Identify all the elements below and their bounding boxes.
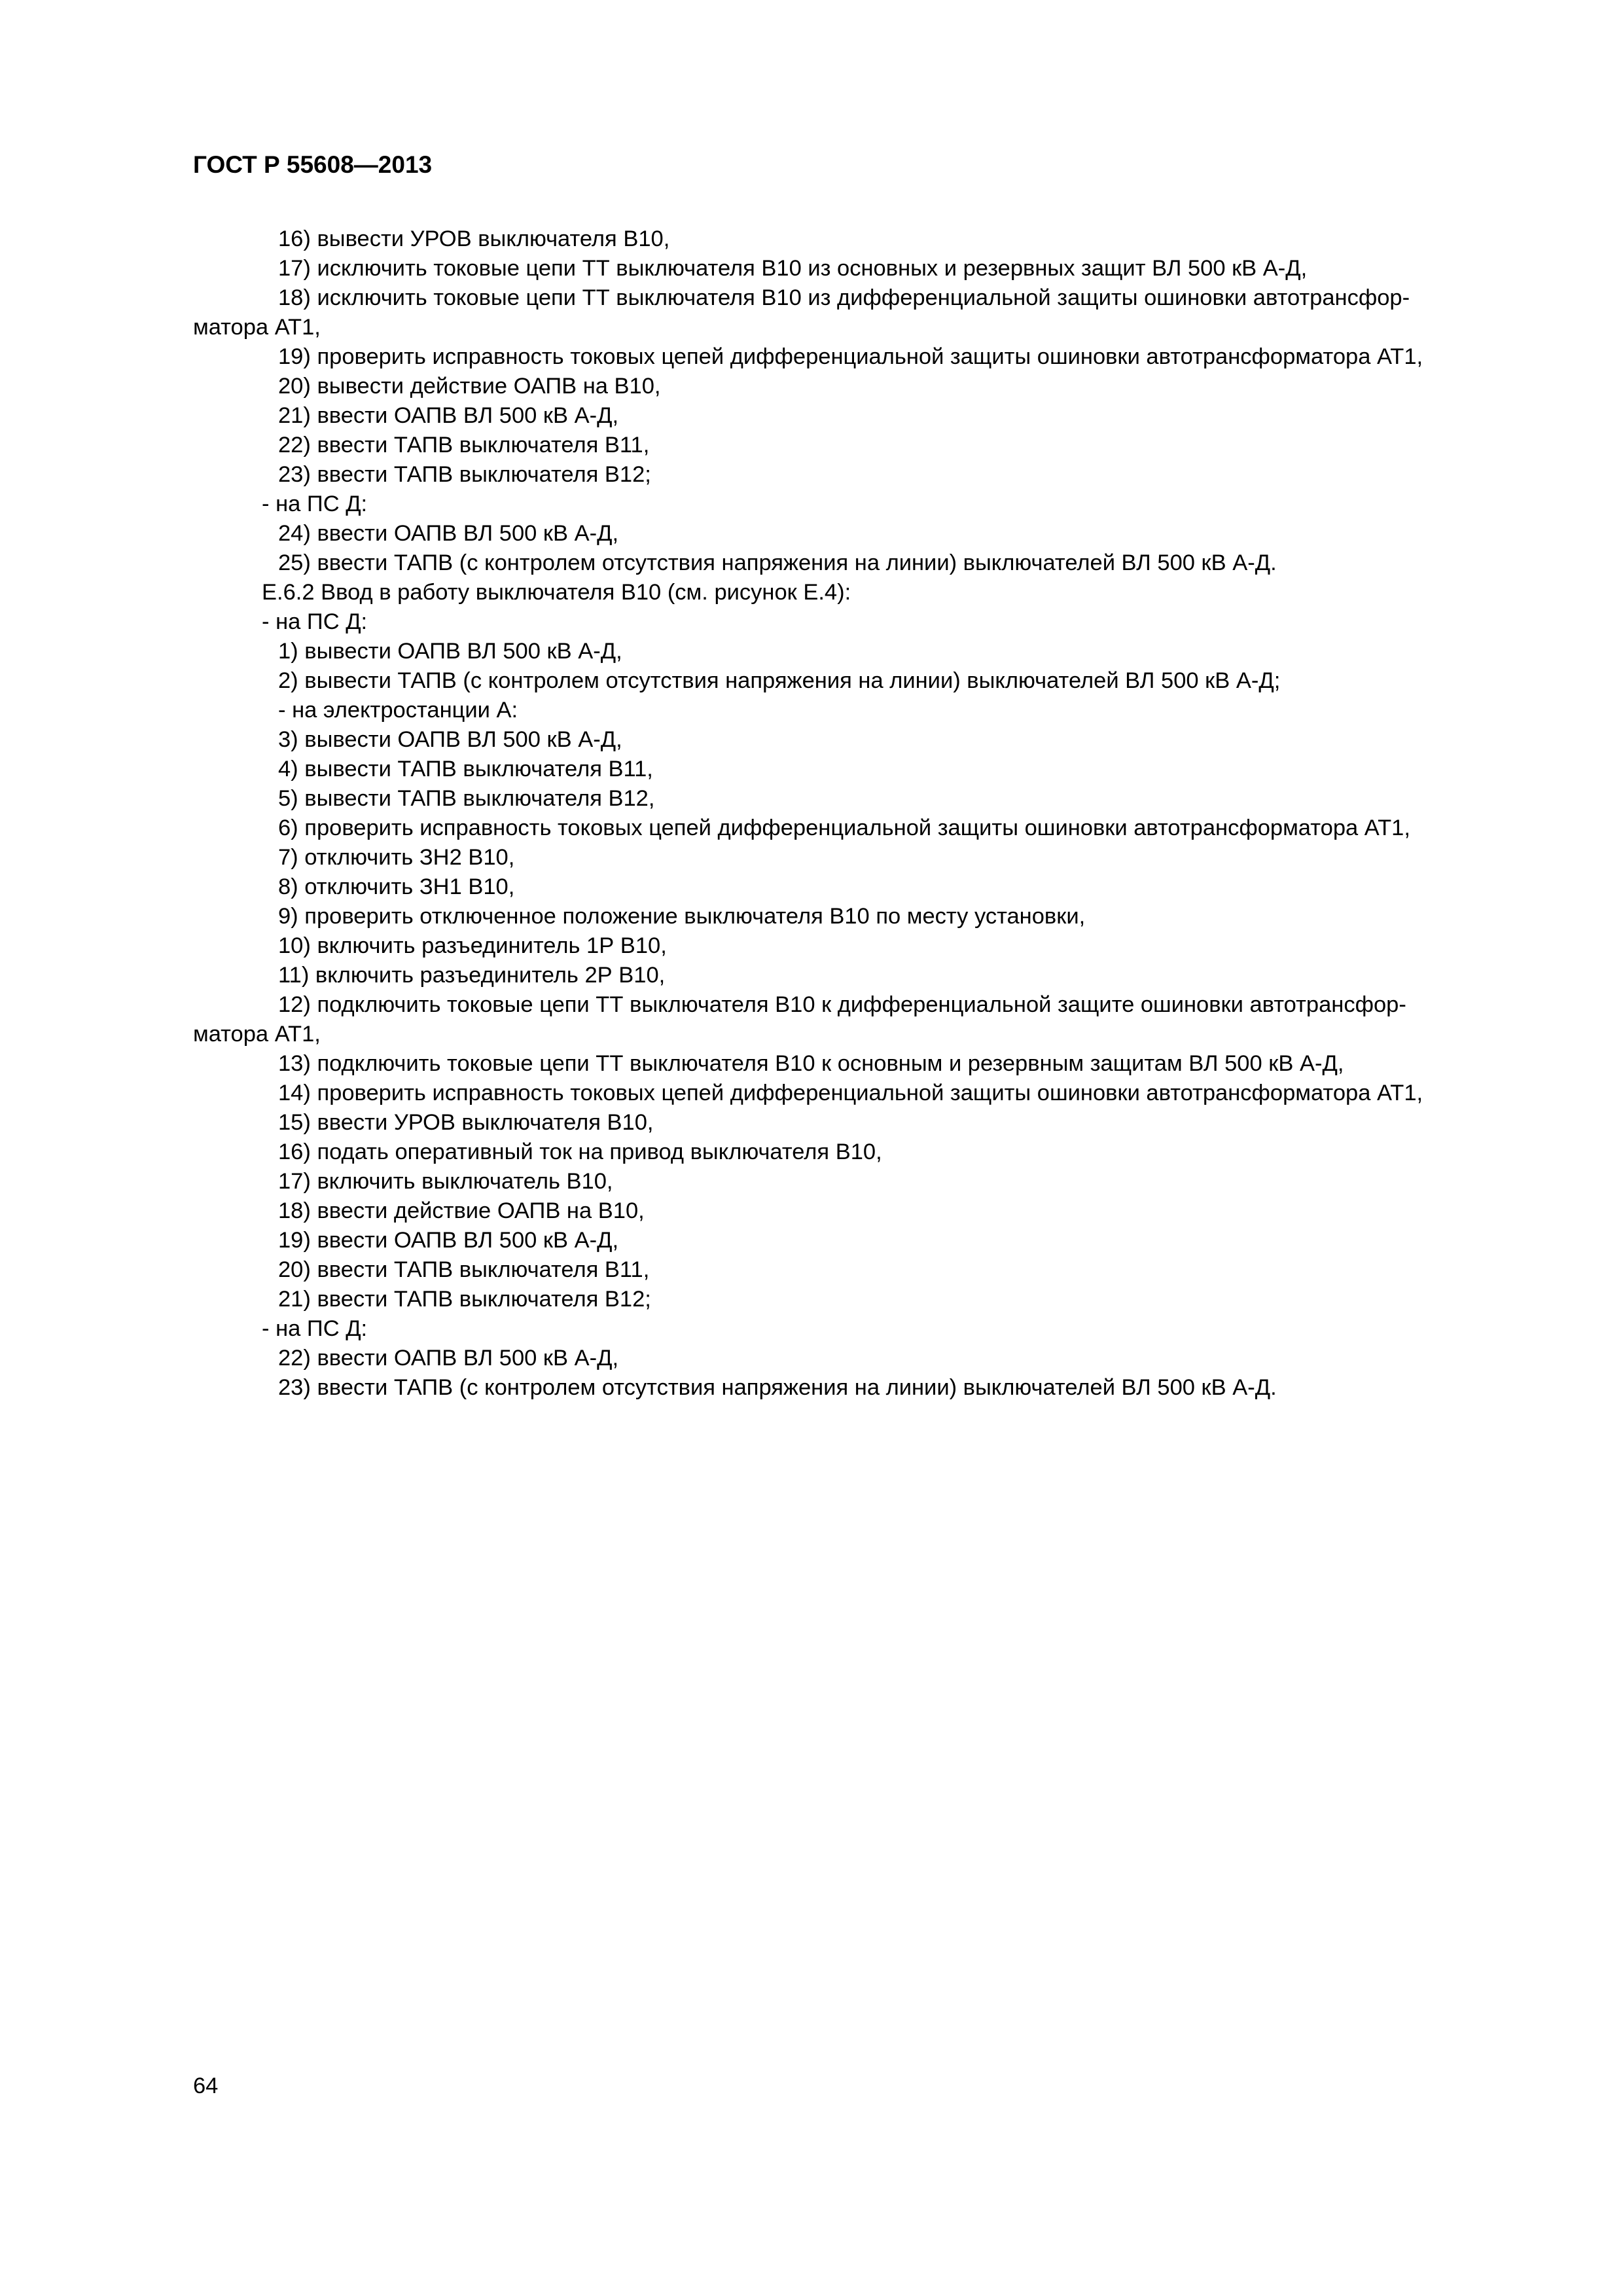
- text-line: 16) вывести УРОВ выключателя В10,: [278, 226, 670, 251]
- text-line: 5) вывести ТАПВ выключателя В12,: [278, 786, 655, 811]
- text-line: 20) ввести ТАПВ выключателя В11,: [278, 1257, 650, 1282]
- text-line: 3) вывести ОАПВ ВЛ 500 кВ А-Д,: [278, 727, 622, 752]
- document-body: [193, 224, 1515, 1403]
- text-line: 2) вывести ТАПВ (с контролем отсутствия напряжения на линии) выключателей ВЛ 500 кВ А-Д;: [278, 668, 1281, 693]
- text-line: - на ПС Д:: [262, 609, 368, 634]
- text-line: 23) ввести ТАПВ (с контролем отсутствия напряжения на линии) выключателей ВЛ 500 кВ А-Д.: [278, 1375, 1277, 1400]
- text-line: 18) ввести действие ОАПВ на В10,: [278, 1198, 645, 1223]
- text-line: 17) исключить токовые цепи ТТ выключателя В10 из основных и резервных защит ВЛ 500 кВ А-Д,: [278, 256, 1308, 281]
- text-line: - на электростанции А:: [278, 698, 518, 723]
- text-line: 21) ввести ОАПВ ВЛ 500 кВ А-Д,: [278, 403, 619, 428]
- text-line: - на ПС Д:: [262, 1316, 368, 1341]
- text-line: 22) ввести ОАПВ ВЛ 500 кВ А-Д,: [278, 1346, 619, 1371]
- text-line: 17) включить выключатель В10,: [278, 1169, 613, 1194]
- text-line: 19) проверить исправность токовых цепей дифференциальной защиты ошиновки автотрансформатора АТ1,: [278, 344, 1423, 369]
- text-line: 25) ввести ТАПВ (с контролем отсутствия напряжения на линии) выключателей ВЛ 500 кВ А-Д.: [278, 550, 1277, 575]
- text-line: 7) отключить ЗН2 В10,: [278, 845, 515, 870]
- text-line: 15) ввести УРОВ выключателя В10,: [278, 1110, 654, 1135]
- text-line: Е.6.2 Ввод в работу выключателя В10 (см. рисунок Е.4):: [262, 580, 851, 605]
- text-line: 20) вывести действие ОАПВ на В10,: [278, 374, 661, 399]
- text-line: 13) подключить токовые цепи ТТ выключателя В10 к основным и резервным защитам ВЛ 500 кВ А-Д,: [278, 1051, 1344, 1076]
- text-line: 1) вывести ОАПВ ВЛ 500 кВ А-Д,: [278, 639, 622, 664]
- text-line: матора АТ1,: [193, 1022, 321, 1047]
- text-line: 12) подключить токовые цепи ТТ выключателя В10 к дифференциальной защите ошиновки автотрансфор-: [278, 992, 1406, 1017]
- text-line: 16) подать оперативный ток на привод выключателя В10,: [278, 1139, 882, 1164]
- text-line: матора АТ1,: [193, 315, 321, 340]
- text-line: 10) включить разъединитель 1Р В10,: [278, 933, 667, 958]
- text-line: 4) вывести ТАПВ выключателя В11,: [278, 757, 653, 781]
- text-line: - на ПС Д:: [262, 492, 368, 516]
- page-number: 64: [193, 2073, 219, 2098]
- text-line: 23) ввести ТАПВ выключателя В12;: [278, 462, 651, 487]
- text-line: 22) ввести ТАПВ выключателя В11,: [278, 433, 650, 457]
- text-line: 9) проверить отключенное положение выключателя В10 по месту установки,: [278, 904, 1086, 929]
- text-line: 14) проверить исправность токовых цепей дифференциальной защиты ошиновки автотрансформатора АТ1,: [278, 1081, 1423, 1105]
- text-line: 19) ввести ОАПВ ВЛ 500 кВ А-Д,: [278, 1228, 619, 1253]
- text-line: 21) ввести ТАПВ выключателя В12;: [278, 1287, 651, 1312]
- text-line: 6) проверить исправность токовых цепей дифференциальной защиты ошиновки автотрансформатора АТ1,: [278, 816, 1410, 840]
- document-header: ГОСТ Р 55608—2013: [193, 151, 433, 178]
- text-line: 18) исключить токовые цепи ТТ выключателя В10 из дифференциальной защиты ошиновки автотрансфор-: [278, 285, 1410, 310]
- text-line: 24) ввести ОАПВ ВЛ 500 кВ А-Д,: [278, 521, 619, 546]
- text-line: 11) включить разъединитель 2Р В10,: [278, 963, 666, 988]
- text-line: 8) отключить ЗН1 В10,: [278, 874, 515, 899]
